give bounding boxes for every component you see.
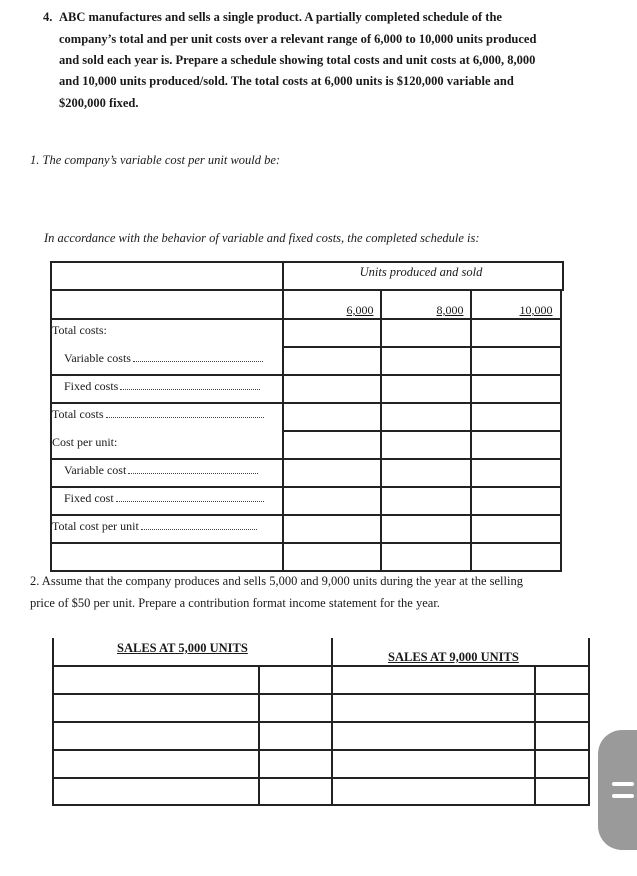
sales-income-tables <box>52 638 590 806</box>
problem-number: 4. <box>43 10 53 24</box>
row-cost-per-unit-heading: Cost per unit: <box>52 435 118 449</box>
row-fixed-cost: Fixed cost <box>64 491 270 506</box>
side-panel-handle[interactable] <box>598 730 637 850</box>
row-total-cost-per-unit: Total cost per unit <box>52 519 270 534</box>
unit-col-6000: 6,000 <box>346 303 374 317</box>
handle-grip-line <box>612 794 634 798</box>
problem-line-1: ABC manufactures and sells a single product. A partially completed schedule of the <box>59 10 502 24</box>
units-header: Units produced and sold <box>359 265 483 279</box>
row-total-costs: Total costs <box>52 407 270 422</box>
problem-line-4: and 10,000 units produced/sold. The total costs at 6,000 units is $120,000 variable and <box>59 74 514 88</box>
sales-9000-title: SALES AT 9,000 UNITS <box>388 650 519 664</box>
row-total-costs-heading: Total costs: <box>52 323 107 337</box>
problem-line-5: $200,000 fixed. <box>59 96 139 110</box>
problem-line-2: company’s total and per unit costs over a relevant range of 6,000 to 10,000 units produced <box>59 32 537 46</box>
cost-schedule-table <box>50 261 562 572</box>
schedule-intro: In accordance with the behavior of variable and fixed costs, the completed schedule is: <box>44 231 480 245</box>
problem-line-3: and sold each year is. Prepare a schedule showing total costs and unit costs at 6,000, 8,000 <box>59 53 536 67</box>
unit-col-8000: 8,000 <box>436 303 464 317</box>
handle-grip-icon <box>612 782 634 786</box>
row-variable-costs: Variable costs <box>64 351 270 366</box>
row-fixed-costs: Fixed costs <box>64 379 270 394</box>
question-2-line-2: price of $50 per unit. Prepare a contribution format income statement for the year. <box>30 596 440 610</box>
question-1-prompt: 1. The company’s variable cost per unit would be: <box>30 153 281 167</box>
sales-5000-title: SALES AT 5,000 UNITS <box>117 641 248 655</box>
question-2-line-1: 2. Assume that the company produces and sells 5,000 and 9,000 units during the year at the selling <box>30 574 523 588</box>
unit-col-10000: 10,000 <box>519 303 553 317</box>
row-variable-cost: Variable cost <box>64 463 270 478</box>
